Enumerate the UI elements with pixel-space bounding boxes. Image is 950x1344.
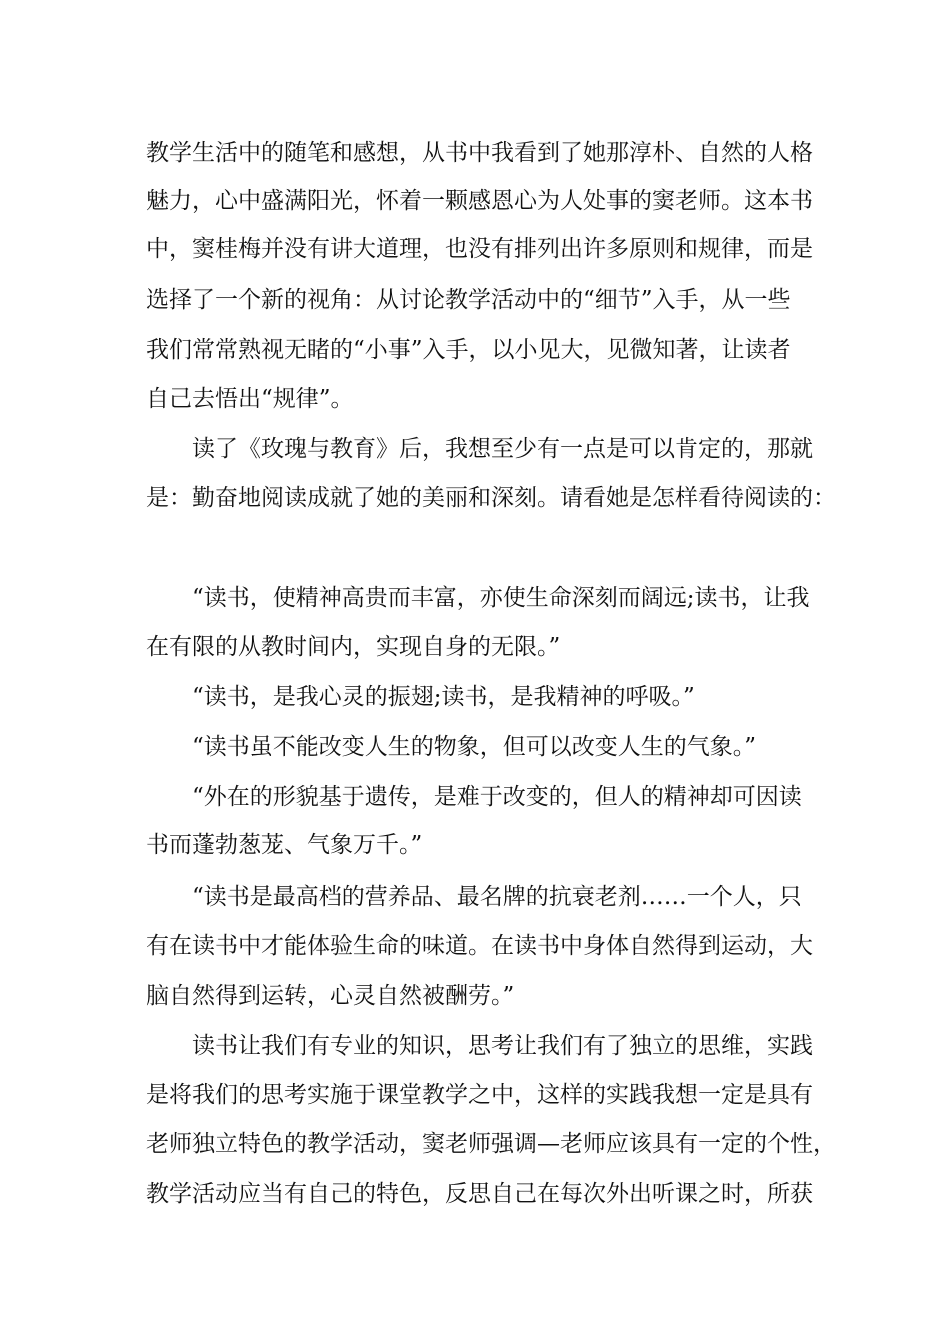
quote-line: 有在读书中才能体验生命的味道。在读书中身体自然得到运动，大 (146, 933, 813, 959)
paragraph-line: 老师独立特色的教学活动，窦老师强调—老师应该具有一定的个性， (146, 1131, 836, 1157)
quote-line: “读书，是我心灵的振翅;读书，是我精神的呼吸。” (192, 684, 695, 710)
paragraph-line: 读了《玫瑰与教育》后，我想至少有一点是可以肯定的，那就 (192, 436, 813, 462)
paragraph-line: 我们常常熟视无睹的“小事”入手，以小见大，见微知著，让读者 (146, 337, 791, 363)
paragraph-line: 教学活动应当有自己的特色，反思自己在每次外出听课之时，所获 (146, 1181, 813, 1207)
quote-line: “读书是最高档的营养品、最名牌的抗衰老剂……一个人，只 (192, 884, 802, 910)
paragraph-line: 魅力，心中盛满阳光，怀着一颗感恩心为人处事的窦老师。这本书 (146, 188, 813, 214)
quote-line: 书而蓬勃葱茏、气象万千。” (146, 832, 423, 858)
quote-line: “读书，使精神高贵而丰富，亦使生命深刻而阔远;读书，让我 (192, 585, 810, 611)
paragraph-line: 是：勤奋地阅读成就了她的美丽和深刻。请看她是怎样看待阅读的： (146, 485, 836, 511)
paragraph-line: 是将我们的思考实施于课堂教学之中，这样的实践我想一定是具有 (146, 1082, 813, 1108)
paragraph-line: 教学生活中的随笔和感想，从书中我看到了她那淳朴、自然的人格 (146, 140, 813, 166)
quote-line: 在有限的从教时间内，实现自身的无限。” (146, 634, 561, 660)
paragraph-line: 中，窦桂梅并没有讲大道理，也没有排列出许多原则和规律，而是 (146, 236, 813, 262)
paragraph-line: 读书让我们有专业的知识，思考让我们有了独立的思维，实践 (192, 1033, 813, 1059)
quote-line: “读书虽不能改变人生的物象，但可以改变人生的气象。” (192, 734, 757, 760)
quote-line: 脑自然得到运转，心灵自然被酬劳。” (146, 983, 515, 1009)
paragraph-line: 选择了一个新的视角：从讨论教学活动中的“细节”入手，从一些 (146, 287, 791, 313)
quote-line: “外在的形貌基于遗传，是难于改变的，但人的精神却可因读 (192, 784, 802, 810)
paragraph-line: 自己去悟出“规律”。 (146, 386, 354, 412)
